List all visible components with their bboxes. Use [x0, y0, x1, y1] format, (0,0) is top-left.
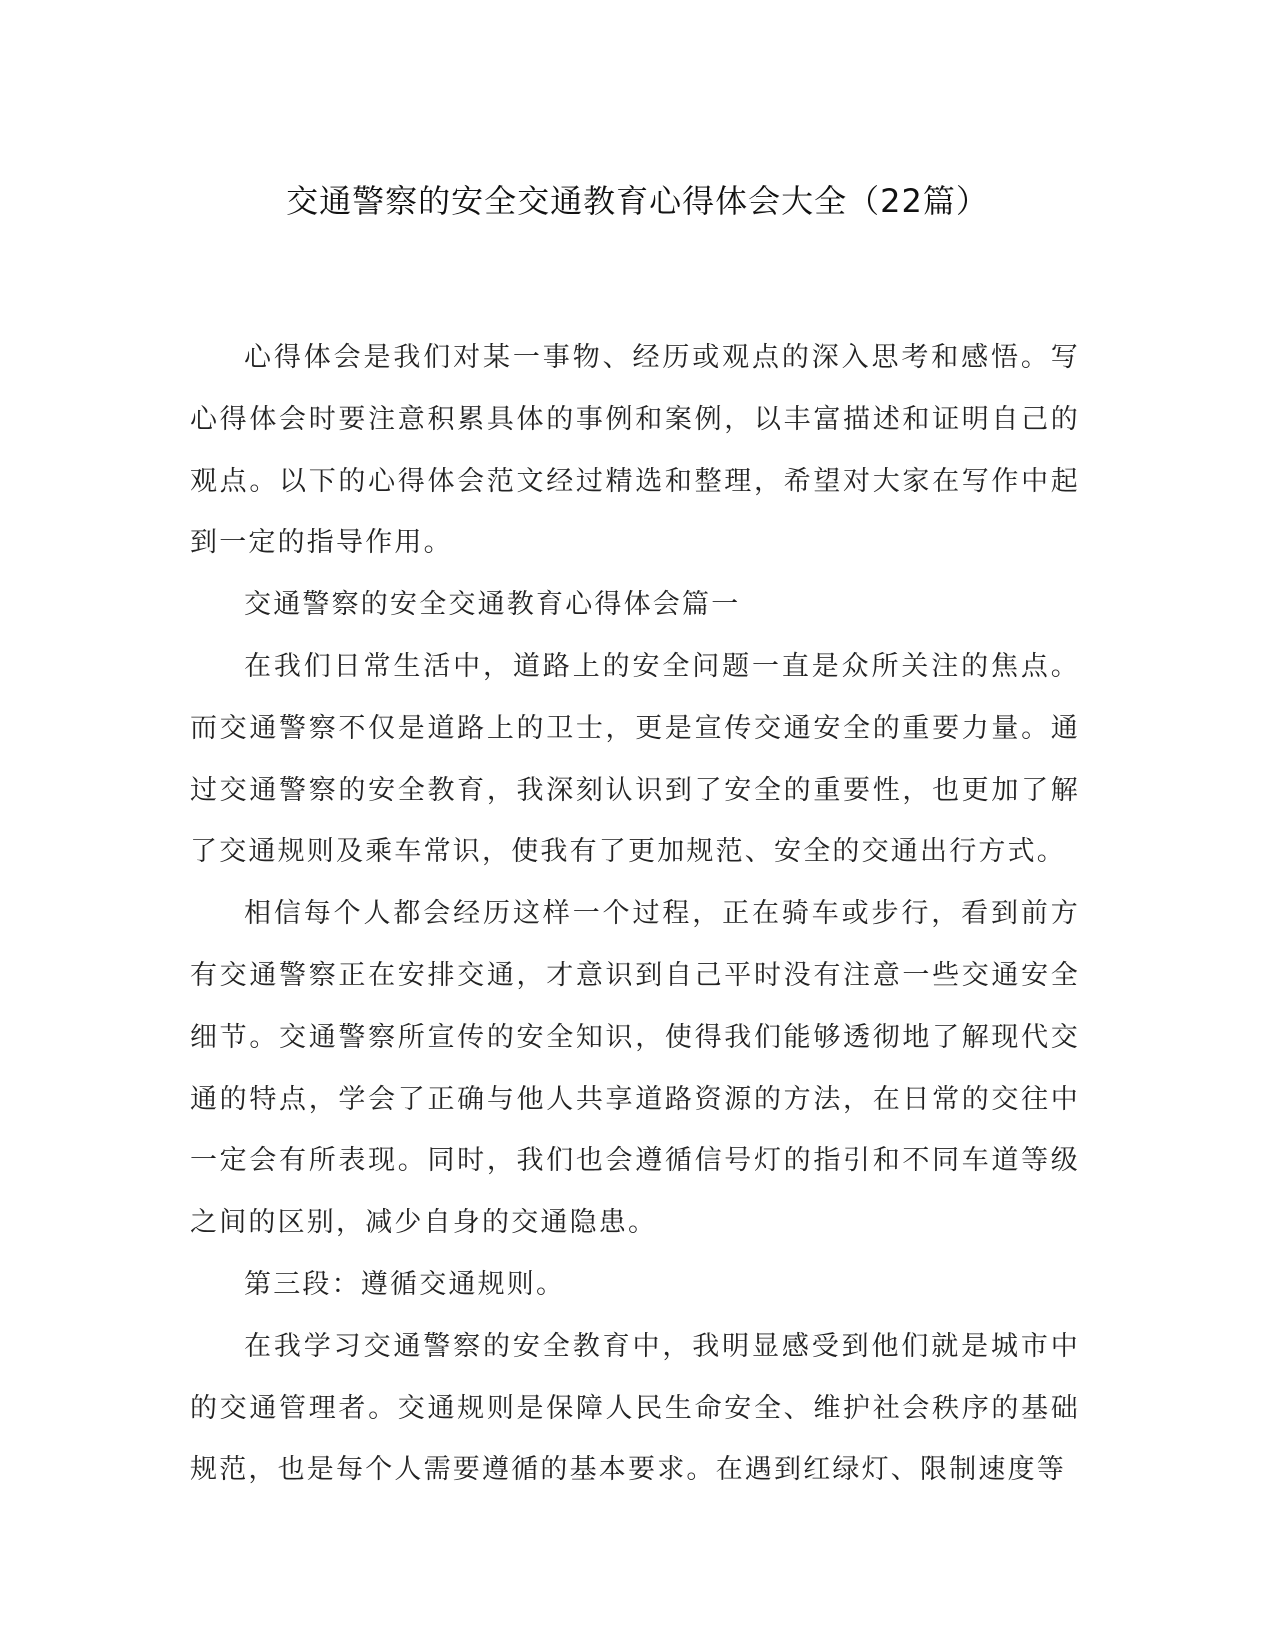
body-paragraph: 相信每个人都会经历这样一个过程，正在骑车或步行，看到前方有交通警察正在安排交通，才意识到自己平时没有注意一些交通安全细节。交通警察所宣传的安全知识，使得我们能够透彻地了解现代交通的特点，学会了正确与他人共享道路资源的方法，在日常的交往中一定会有所表现。同时，我们也会遵循信号灯的指引和不同车道等级之间的区别，减少自身的交通隐患。 — [190, 898, 1080, 1239]
intro-paragraph: 心得体会是我们对某一事物、经历或观点的深入思考和感悟。写心得体会时要注意积累具体的事例和案例，以丰富描述和证明自己的观点。以下的心得体会范文经过精选和整理，希望对大家在写作中起到一定的指导作用。 — [190, 342, 1080, 559]
body-paragraph: 在我学习交通警察的安全教育中，我明显感受到他们就是城市中的交通管理者。交通规则是保障人民生命安全、维护社会秩序的基础规范，也是每个人需要遵循的基本要求。在遇到红绿灯、限制速度等 — [190, 1330, 1080, 1486]
section-heading: 第三段：遵循交通规则。 — [244, 1268, 566, 1300]
body-paragraph: 在我们日常生活中，道路上的安全问题一直是众所关注的焦点。而交通警察不仅是道路上的卫士，更是宣传交通安全的重要力量。通过交通警察的安全教育，我深刻认识到了安全的重要性，也更加了解了交通规则及乘车常识，使我有了更加规范、安全的交通出行方式。 — [190, 650, 1080, 868]
document-title: 交通警察的安全交通教育心得体会大全（22篇） — [286, 182, 989, 220]
section-heading: 交通警察的安全交通教育心得体会篇一 — [244, 589, 741, 621]
document-body — [190, 327, 1080, 1501]
